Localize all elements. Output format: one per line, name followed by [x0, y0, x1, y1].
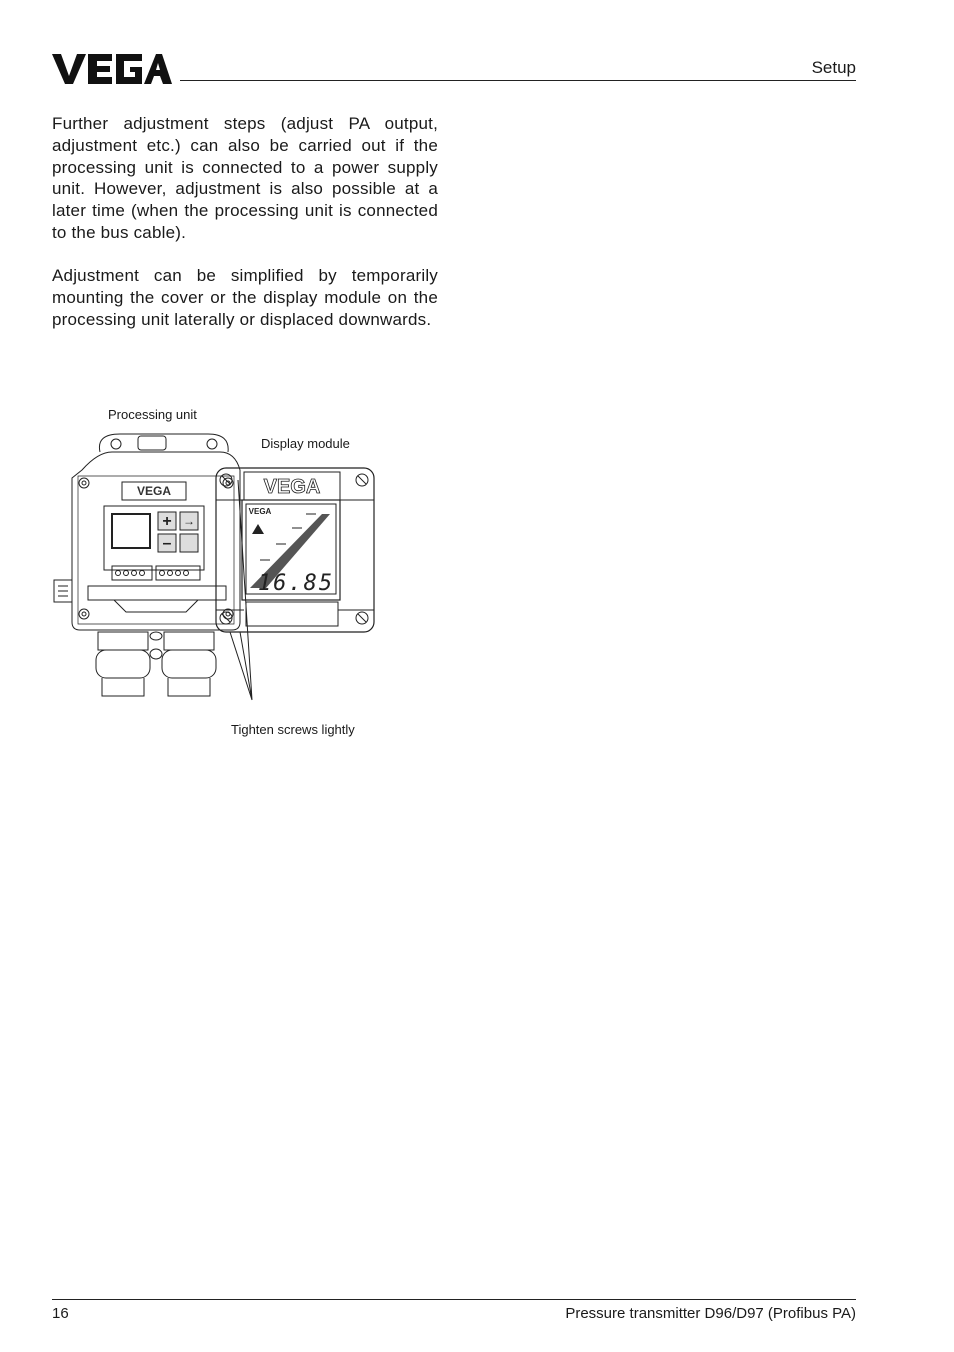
- label-tighten-screws: Tighten screws lightly: [231, 722, 355, 737]
- document-title: Pressure transmitter D96/D97 (Profibus PA): [565, 1305, 856, 1322]
- device-drawing: [40, 400, 390, 750]
- section-title: Setup: [811, 58, 856, 77]
- page-number: 16: [52, 1305, 69, 1322]
- header-rule: [180, 80, 856, 81]
- minus-key-label: –: [162, 535, 172, 552]
- display-face-brand: VEGA: [248, 507, 272, 516]
- display-brand-text: VEGA: [263, 476, 321, 498]
- label-display-module: Display module: [261, 436, 350, 451]
- paragraph-1: Further adjustment steps (adjust PA output, adjustment etc.) can also be carried out if the processing unit is connected to a power supply unit. However, adjustment is also possible at a later time (when the processing unit is connected to the bus cable).: [52, 114, 438, 242]
- housing-brand-text: VEGA: [136, 484, 172, 498]
- label-processing-unit: Processing unit: [108, 407, 197, 422]
- plus-key-label: +: [162, 513, 172, 530]
- display-reading: 16.85: [257, 571, 335, 596]
- device-illustration: [40, 400, 390, 750]
- vega-logo: [52, 52, 172, 86]
- processing-unit-housing: [72, 452, 240, 630]
- enter-key-label: →: [183, 514, 195, 528]
- footer-rule: [52, 1299, 856, 1300]
- paragraph-2: Adjustment can be simplified by temporarily mounting the cover or the display module on the processing unit laterally or displaced downwards.: [52, 266, 438, 329]
